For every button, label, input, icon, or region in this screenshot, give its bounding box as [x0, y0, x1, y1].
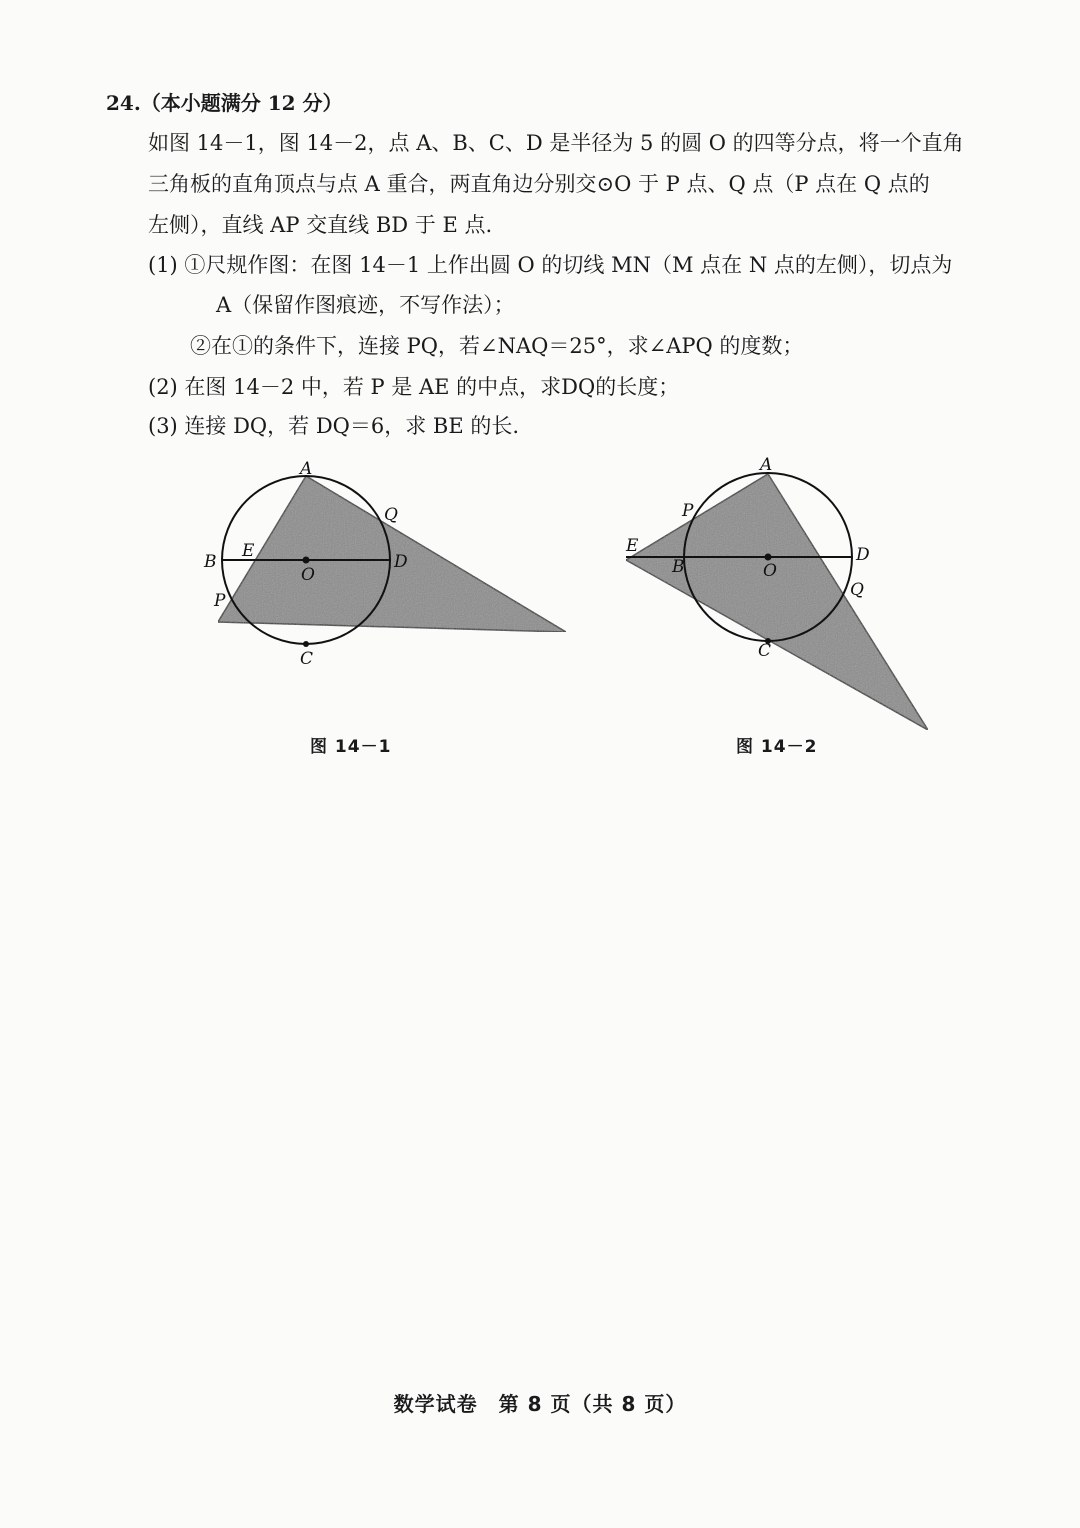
figure-14-2: [612, 450, 942, 740]
set-square-triangle: [626, 474, 928, 730]
center-point: [765, 554, 772, 561]
label-c: C: [300, 649, 314, 669]
label-e: E: [626, 536, 639, 556]
label-p: P: [682, 501, 694, 521]
part-2-question: (2) 在图 14－2 中，若 P 是 AE 的中点，求DQ的长度；: [148, 375, 680, 399]
label-c: C: [758, 641, 772, 661]
part-1-angle-question: ②在①的条件下，连接 PQ，若∠NAQ＝25°，求∠APQ 的度数；: [190, 334, 804, 358]
question-intro-line-3: 左侧），直线 AP 交直线 BD 于 E 点.: [148, 213, 493, 237]
label-p: P: [214, 591, 226, 611]
figure-14-1-caption: 图 14－1: [310, 737, 392, 757]
label-b: B: [672, 557, 685, 577]
label-o: O: [763, 561, 777, 581]
label-q: Q: [850, 580, 864, 600]
label-d: D: [856, 545, 870, 565]
question-intro-line-1: 如图 14－1，图 14－2，点 A、B、C、D 是半径为 5 的圆 O 的四等分点，将一个直角: [148, 131, 964, 155]
label-a: A: [300, 459, 313, 479]
label-e: E: [242, 541, 255, 561]
label-d: D: [394, 552, 408, 572]
figure-14-1: [190, 450, 590, 680]
part-3-question: (3) 连接 DQ，若 DQ＝6，求 BE 的长.: [148, 414, 520, 438]
question-intro-line-2: 三角板的直角顶点与点 A 重合，两直角边分别交⊙O 于 P 点、Q 点（P 点在 Q 点的: [148, 172, 930, 196]
part-1-construction-cont: A（保留作图痕迹，不写作法）；: [216, 293, 515, 317]
label-q: Q: [384, 505, 398, 525]
label-a: A: [760, 455, 773, 475]
center-point: [303, 557, 310, 564]
figure-14-2-caption: 图 14－2: [736, 737, 818, 757]
label-b: B: [204, 552, 217, 572]
label-o: O: [301, 565, 315, 585]
page-footer: 数学试卷 第 8 页（共 8 页）: [393, 1392, 687, 1416]
set-square-triangle: [218, 476, 566, 632]
part-1-construction: (1) ①尺规作图：在图 14－1 上作出圆 O 的切线 MN（M 点在 N 点的左侧），切点为: [148, 253, 953, 277]
question-number: 24.（本小题满分 12 分）: [106, 91, 343, 115]
